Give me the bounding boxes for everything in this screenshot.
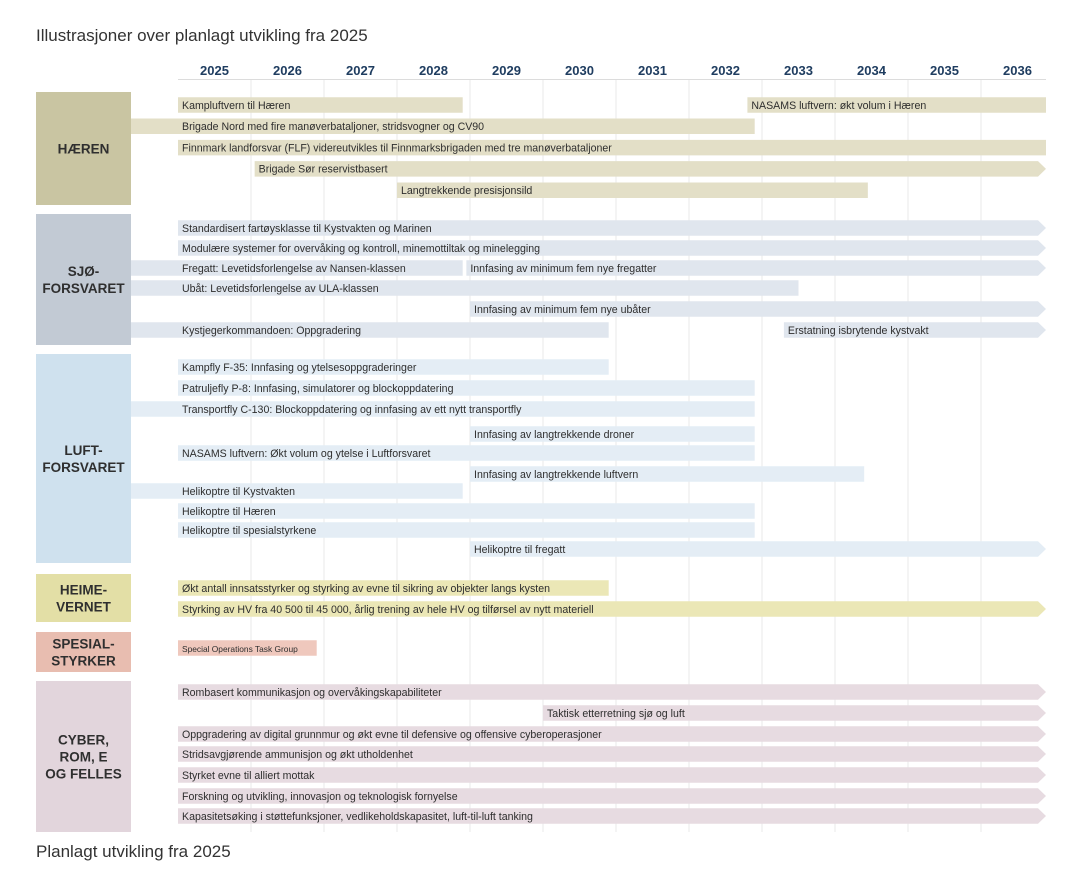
bar-label: Modulære systemer for overvåking og kontroll, minemottiltak og minelegging: [182, 242, 540, 255]
bar-label: Fregatt: Levetidsforlengelse av Nansen-klassen: [182, 262, 406, 275]
year-tick-label: 2028: [419, 63, 448, 78]
category-label: ROM, E: [59, 749, 108, 765]
bar-label: NASAMS luftvern: Økt volum og ytelse i Luftforsvaret: [182, 447, 431, 460]
category-label: FORSVARET: [42, 281, 125, 296]
category-block: [36, 354, 131, 563]
bar-label: Stridsavgjørende ammunisjon og økt utholdenhet: [182, 748, 413, 761]
bar-label: Helikoptre til Kystvakten: [182, 485, 296, 498]
bar-label: Taktisk etterretning sjø og luft: [547, 707, 685, 720]
chart-title: Illustrasjoner over planlagt utvikling fra 2025: [36, 26, 368, 45]
year-tick-label: 2032: [711, 63, 740, 78]
bar-label: Transportfly C-130: Blockoppdatering og innfasing av ett nytt transportfly: [182, 403, 522, 416]
category-label: STYRKER: [51, 653, 116, 669]
bar-label: Langtrekkende presisjonsild: [401, 185, 533, 197]
category-label: FORSVARET: [42, 460, 125, 475]
bar-label: Styrking av HV fra 40 500 til 45 000, årlig trening av hele HV og tilførsel av nytt materiell: [182, 603, 594, 616]
bar-label: Kampfly F-35: Innfasing og ytelsesoppgraderinger: [182, 361, 417, 374]
bar-label: Innfasing av minimum fem nye ubåter: [474, 303, 651, 316]
bar-label: Innfasing av langtrekkende luftvern: [474, 468, 639, 481]
bar-label: Innfasing av langtrekkende droner: [474, 428, 635, 441]
year-tick-label: 2034: [857, 63, 886, 78]
bar-label: NASAMS luftvern: økt volum i Hæren: [751, 99, 927, 112]
category-luft: [36, 354, 1046, 563]
bar-label: Patruljefly P-8: Innfasing, simulatorer og blockoppdatering: [182, 382, 454, 395]
year-tick-label: 2026: [273, 63, 302, 78]
category-block: [36, 574, 131, 622]
bar-label: Standardisert fartøysklasse til Kystvakten og Marinen: [182, 222, 432, 235]
category-sjo: [36, 214, 1046, 345]
category-label: VERNET: [56, 599, 111, 615]
year-tick-label: 2036: [1003, 63, 1032, 78]
category-cyber: [36, 681, 1046, 832]
bar-label: Ubåt: Levetidsforlengelse av ULA-klassen: [182, 282, 379, 295]
bar-label: Forskning og utvikling, innovasjon og teknologisk fornyelse: [182, 790, 458, 803]
bar-label: Kystjegerkommandoen: Oppgradering: [182, 324, 362, 337]
bar-label: Helikoptre til Hæren: [182, 505, 276, 518]
category-label: LUFT-: [64, 443, 103, 458]
bar-label: Helikoptre til spesialstyrkene: [182, 524, 317, 537]
category-block: [36, 214, 131, 345]
bar-label: Innfasing av minimum fem nye fregatter: [470, 262, 657, 275]
bar-label: Erstatning isbrytende kystvakt: [787, 324, 929, 337]
year-tick-label: 2025: [200, 63, 229, 78]
bar-label: Brigade Sør reservistbasert: [258, 163, 388, 176]
bar-label: Finnmark landforsvar (FLF) videreutvikles til Finnmarksbrigaden med tre manøverbataljoner: [182, 142, 612, 155]
year-tick-label: 2031: [638, 63, 667, 78]
category-spesial: [36, 632, 317, 672]
year-tick-label: 2027: [346, 63, 375, 78]
bar-label: Brigade Nord med fire manøverbataljoner, stridsvogner og CV90: [182, 121, 485, 134]
bar-label: Kapasitetsøking i støttefunksjoner, vedlikeholdskapasitet, luft-til-luft tanking: [182, 810, 533, 823]
category-label: HEIME-: [59, 582, 108, 598]
bar-label: Special Operations Task Group: [182, 643, 298, 654]
category-heime: [36, 574, 1046, 622]
bar-label: Økt antall innsatsstyrker og styrking av evne til sikring av objekter langs kysten: [182, 582, 550, 595]
bar-label: Helikoptre til fregatt: [474, 543, 566, 556]
bar-label: Rombasert kommunikasjon og overvåkingskapabiliteter: [182, 686, 442, 699]
year-tick-label: 2035: [930, 63, 959, 78]
category-label: SJØ-: [67, 264, 100, 279]
year-tick-label: 2033: [784, 63, 813, 78]
category-label: OG FELLES: [45, 766, 122, 782]
bar-label: Oppgradering av digital grunnmur og økt evne til defensive og offensive cyberoperasjoner: [182, 728, 602, 741]
category-haeren: [36, 92, 1046, 205]
category-label: HÆREN: [57, 141, 110, 157]
bar-label: Kampluftvern til Hæren: [182, 99, 291, 112]
bar-label: Styrket evne til alliert mottak: [182, 769, 315, 782]
chart-caption: Planlagt utvikling fra 2025: [36, 842, 231, 861]
category-label: CYBER,: [57, 732, 110, 748]
timeline-bar: [131, 483, 463, 499]
category-label: SPESIAL-: [52, 636, 115, 652]
year-tick-label: 2030: [565, 63, 594, 78]
year-tick-label: 2029: [492, 63, 521, 78]
